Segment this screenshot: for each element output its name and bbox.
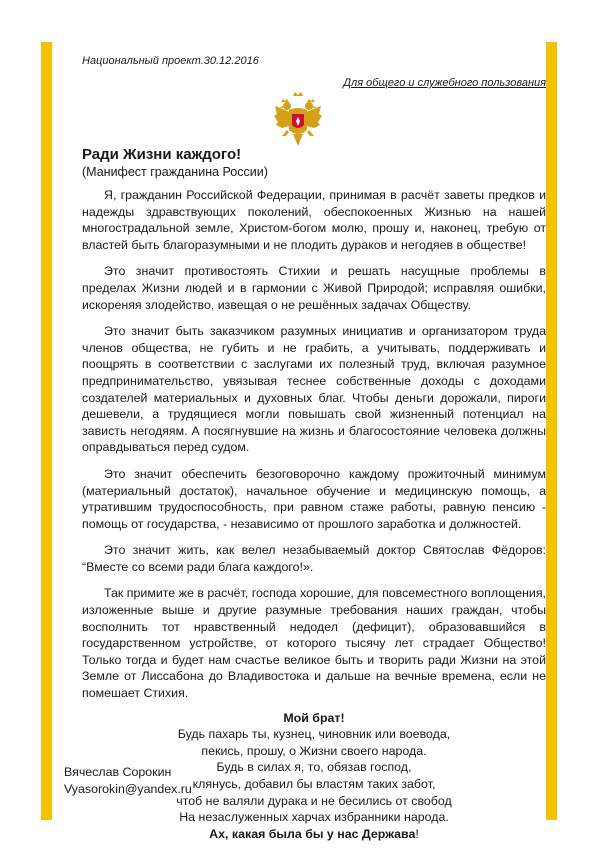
document-body xyxy=(82,187,546,842)
poem-line: Будь пахарь ты, кузнец, чиновник или воевода, xyxy=(177,727,451,742)
paragraph: Я, гражданин Российской Федерации, принимая в расчёт заветы предков и надежды здравствующих поколений, обеспокоенных Жизнью на нашей многострадальной земле, Христом-богом молю, прошу и, наконец, требую от властей быть благоразумными и не плодить дураков и негодяев в обществе! xyxy=(82,188,546,252)
paragraph: Это значит противостоять Стихии и решать насущные проблемы в пределах Жизни людей и в гармонии с Живой Природой; исправляя ошибки, искореняя злодейство, извещая о не решённых задачах Обществу. xyxy=(82,264,546,312)
poem-line: клянусь, добавил бы властям таких забот, xyxy=(192,777,436,791)
paragraph: Так примите же в расчёт, господа хорошие, для повсеместного воплощения, изложенные выше и другие разумные требования наших граждан, чтобы восполнить тот нравственный недодел (дефицит), образовавшийся в государственном устройстве, от которого тысячу лет страдает Общество! Только тогда и будет нам счастье великое быть и творить ради Жизни на этой Земле от Лиссабона до Владивостока и дальше на вечные времена, если не помешает Стихия. xyxy=(82,586,546,701)
document-subtitle: (Манифест гражданина России) xyxy=(82,165,268,179)
signature-email: Vyasorokin@yandex.ru xyxy=(64,782,192,796)
signature-block xyxy=(64,764,192,798)
poem-closing-bold: Ах, какая была бы у нас Держава xyxy=(209,826,416,841)
project-line: Национальный проект.30.12.2016 xyxy=(82,55,259,67)
paragraph: Это значит жить, как велел незабываемый доктор Святослав Фёдоров: “Вместе со всеми ради блага каждого!». xyxy=(82,543,546,574)
poem-line: чтоб не валяли дурака и не бесились от свобод xyxy=(176,793,452,808)
poem-closing xyxy=(82,826,546,843)
poem-heading: Мой брат! xyxy=(283,710,345,725)
document-title: Ради Жизни каждого! xyxy=(82,146,242,163)
paragraph: Это значит обеспечить безоговорочно каждому прожиточный минимум (материальный достаток), начальное обучение и медицинскую помощь, а утратившим трудоспособность, при равном стаже работы, равную пенсию - помощь от государства, - независимо от прошлого заработка и должностей. xyxy=(82,466,546,531)
poem-line: пекись, прошу, о Жизни своего народа. xyxy=(201,743,427,758)
poem-line: На незаслуженных харчах избранники народа. xyxy=(179,810,449,825)
poem-closing-mark: ! xyxy=(415,826,419,841)
left-frame-bar xyxy=(41,42,52,820)
signature-name: Вячеслав Сорокин xyxy=(64,765,172,779)
right-frame-bar xyxy=(546,42,557,820)
access-note: Для общего и служебного пользования xyxy=(343,77,546,89)
poem-line: Будь в силах я, то, обязав господ, xyxy=(216,760,412,775)
paragraph: Это значит быть заказчиком разумных инициатив и организатором труда членов общества, не губить и не грабить, а учитывать, поддерживать и поощрять в соответствии с заслугами их полезный труд, включая разумное предпринимательство, увязывая теснее собственные доходы с доходами создателей материальных и духовных благ. Чтобы деньги дорожали, пироги дешевели, а трудящиеся могли повышать свой жизненный потенциал на зависть негодяям. А посягнувшие на жизнь и благосостояние человека должны оправдываться перед судом. xyxy=(82,324,546,455)
document-page xyxy=(52,40,546,841)
coat-of-arms-icon xyxy=(273,92,323,148)
